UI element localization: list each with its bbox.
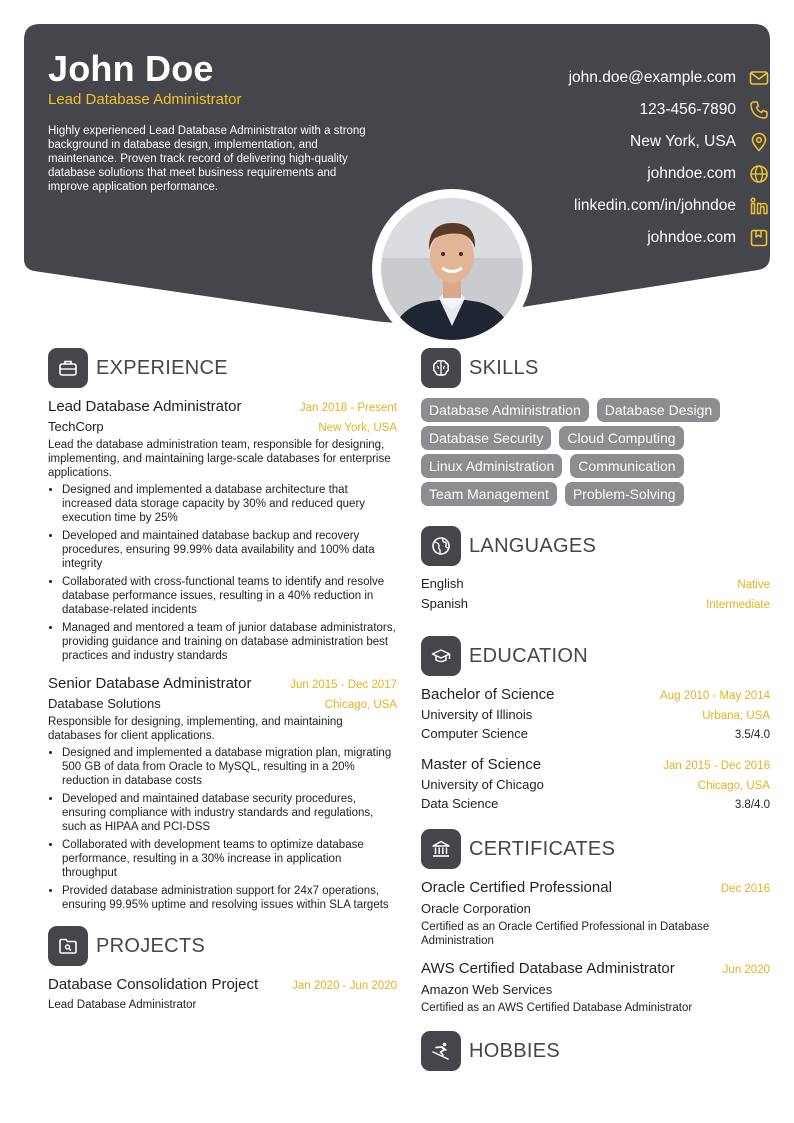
- job-bullet: • Collaborated with cross-functional teams to identify and resolve database performance issues, resulting in a 40% reduction in database-related incidents: [62, 575, 397, 617]
- education-heading: EDUCATION: [469, 644, 588, 667]
- certificate-date: Dec 2016: [720, 883, 770, 895]
- job-bullet: • Designed and implemented a database migration plan, migrating 500 GB of data from Oracle to MySQL, resulting in a 20% reduction in database costs: [62, 746, 397, 788]
- certificate-issuer: Oracle Corporation: [421, 901, 531, 916]
- project-item: [48, 976, 397, 1012]
- education-degree: Master of Science: [421, 756, 542, 773]
- folder-icon: [48, 926, 88, 966]
- job-company: TechCorp: [48, 419, 104, 434]
- globe-language-icon: [421, 526, 461, 566]
- education-gpa: 3.8/4.0: [734, 799, 770, 811]
- contact-email-text[interactable]: john.doe@example.com: [568, 69, 736, 86]
- experience-section-header: [48, 348, 397, 388]
- hobbies-heading: HOBBIES: [469, 1039, 561, 1062]
- education-item: [421, 686, 770, 741]
- contact-portfolio-text[interactable]: johndoe.com: [647, 229, 736, 246]
- right-column: [421, 348, 770, 1081]
- education-degree: Bachelor of Science: [421, 686, 555, 703]
- job-description: Responsible for designing, implementing, and maintaining databases for client applications.: [48, 716, 343, 742]
- skill-chip: Database Design: [597, 398, 720, 422]
- certificate-issuer: Amazon Web Services: [421, 982, 553, 997]
- certificate-date: Jun 2020: [722, 964, 770, 976]
- education-section-header: [421, 636, 770, 676]
- candidate-title: Lead Database Administrator: [48, 91, 242, 108]
- education-field: Data Science: [421, 796, 499, 811]
- skills-list: [421, 398, 770, 510]
- language-item: [421, 596, 770, 616]
- job-bullet: • Collaborated with development teams to optimize database performance, resulting in a 30% increase in application throughput: [62, 838, 397, 880]
- skill-chip: Communication: [570, 454, 683, 478]
- job-bullet: • Provided database administration support for 24x7 operations, ensuring 99.95% uptime and resolving issues within SLA targets: [62, 884, 397, 912]
- projects-section-header: [48, 926, 397, 966]
- institution-icon: [421, 829, 461, 869]
- mail-icon: [748, 67, 770, 89]
- experience-item: [48, 398, 397, 663]
- location-pin-icon: [748, 131, 770, 153]
- language-level: Native: [737, 579, 770, 591]
- certificate-description: Certified as an AWS Certified Database Administrator: [421, 1002, 693, 1014]
- profile-summary: Highly experienced Lead Database Administrator with a strong background in database design, implementation, and maintenance. Proven track record of delivering high-quality database solutions that meet business requirements and improve application performance.: [48, 125, 366, 193]
- job-bullet: • Developed and maintained database security procedures, ensuring compliance with industry standards and regulations, such as HIPAA and PCI-DSS: [62, 792, 397, 834]
- languages-section-header: [421, 526, 770, 566]
- skill-chip: Cloud Computing: [559, 426, 683, 450]
- skills-section-header: [421, 348, 770, 388]
- certificate-name: Oracle Certified Professional: [421, 879, 612, 896]
- job-title: Lead Database Administrator: [48, 398, 242, 415]
- job-bullet: • Developed and maintained database backup and recovery procedures, ensuring 99.99% data availability and 100% data integrity: [62, 529, 397, 571]
- contact-phone[interactable]: [330, 94, 770, 126]
- skills-heading: SKILLS: [469, 356, 539, 379]
- education-location: Chicago, USA: [697, 780, 770, 792]
- contact-website[interactable]: [330, 158, 770, 190]
- briefcase-icon: [48, 348, 88, 388]
- job-date: Jan 2018 - Present: [299, 402, 397, 414]
- experience-item: [48, 675, 397, 912]
- certificates-heading: CERTIFICATES: [469, 837, 616, 860]
- education-date: Aug 2010 - May 2014: [660, 690, 770, 702]
- certificate-item: [421, 960, 770, 1015]
- graduation-cap-icon: [421, 636, 461, 676]
- skiing-icon: [421, 1031, 461, 1071]
- languages-heading: LANGUAGES: [469, 534, 597, 557]
- education-gpa: 3.5/4.0: [734, 729, 770, 741]
- education-school: University of Chicago: [421, 777, 544, 792]
- contact-website-text[interactable]: johndoe.com: [647, 165, 736, 182]
- projects-heading: PROJECTS: [96, 934, 206, 957]
- language-item: [421, 576, 770, 596]
- certificate-item: [421, 879, 770, 948]
- candidate-name: John Doe: [48, 48, 214, 89]
- education-item: [421, 756, 770, 811]
- skill-chip: Linux Administration: [421, 454, 562, 478]
- education-field: Computer Science: [421, 726, 528, 741]
- contact-linkedin-text[interactable]: linkedin.com/in/johndoe: [574, 197, 736, 214]
- project-title: Database Consolidation Project: [48, 976, 259, 993]
- certificates-section-header: [421, 829, 770, 869]
- profile-photo-image: [381, 198, 523, 340]
- language-name: English: [421, 576, 464, 591]
- language-name: Spanish: [421, 596, 468, 611]
- education-location: Urbana, USA: [702, 710, 770, 722]
- project-date: Jan 2020 - Jun 2020: [292, 980, 397, 992]
- linkedin-icon: [748, 195, 770, 217]
- contact-location-text: New York, USA: [630, 133, 736, 150]
- brain-icon: [421, 348, 461, 388]
- job-description: Lead the database administration team, responsible for designing, implementing, and maintaining large-scale databases for enterprise applications.: [48, 439, 391, 479]
- portfolio-icon: [748, 227, 770, 249]
- job-title: Senior Database Administrator: [48, 675, 252, 692]
- job-bullets: [48, 483, 397, 663]
- job-bullet: • Designed and implemented a database architecture that increased data storage capacity by 30% and reduced query execution time by 25%: [62, 483, 397, 525]
- certificate-name: AWS Certified Database Administrator: [421, 960, 675, 977]
- job-location: Chicago, USA: [324, 699, 397, 711]
- education-date: Jan 2015 - Dec 2016: [663, 760, 770, 772]
- skill-chip: Problem-Solving: [565, 482, 684, 506]
- skill-chip: Database Administration: [421, 398, 589, 422]
- skill-chip: Team Management: [421, 482, 557, 506]
- profile-photo: [372, 189, 532, 349]
- job-location: New York, USA: [318, 422, 397, 434]
- experience-heading: EXPERIENCE: [96, 356, 228, 379]
- job-bullets: [48, 746, 397, 912]
- phone-icon: [748, 99, 770, 121]
- globe-icon: [748, 163, 770, 185]
- job-date: Jun 2015 - Dec 2017: [290, 679, 397, 691]
- project-role: Lead Database Administrator: [48, 999, 197, 1011]
- left-column: [48, 348, 397, 1012]
- hobbies-section-header: [421, 1031, 770, 1071]
- skill-chip: Database Security: [421, 426, 551, 450]
- job-company: Database Solutions: [48, 696, 161, 711]
- education-school: University of Illinois: [421, 707, 533, 722]
- job-bullet: • Managed and mentored a team of junior database administrators, providing guidance and training on database administration best practices and industry standards: [62, 621, 397, 663]
- contact-location: [330, 126, 770, 158]
- certificate-description: Certified as an Oracle Certified Professional in Database Administration: [421, 921, 710, 947]
- language-level: Intermediate: [706, 599, 770, 611]
- contact-email[interactable]: [330, 62, 770, 94]
- contact-phone-text[interactable]: 123-456-7890: [639, 101, 736, 118]
